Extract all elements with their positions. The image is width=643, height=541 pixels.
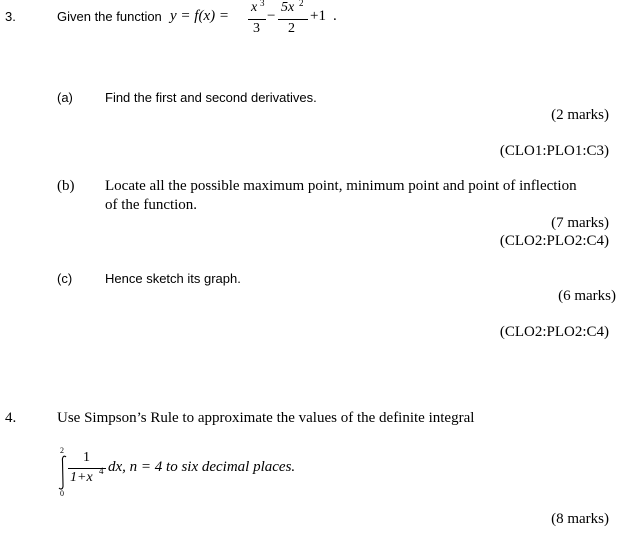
part-c-marks: (6 marks) (558, 288, 616, 304)
integrand-exponent: 4 (99, 466, 104, 476)
part-b-text-line-1: Locate all the possible maximum point, minimum point and point of inflection (105, 178, 577, 194)
fraction-term-1 (248, 2, 266, 40)
part-a-marks: (2 marks) (551, 107, 609, 123)
fraction-bar (248, 19, 266, 20)
part-a-clo: (CLO1:PLO1:C3) (499, 143, 609, 159)
part-b-text-line-2: of the function. (105, 197, 198, 213)
question-4-number: 4. (5, 410, 17, 426)
integrand-fraction (68, 450, 106, 490)
part-a-label: (a) (57, 90, 73, 105)
formula-lhs: y = f(x) = (170, 8, 229, 24)
term-2-numerator: 5x (281, 0, 295, 15)
part-c-label: (c) (57, 271, 73, 286)
question-4-text: Use Simpson’s Rule to approximate the values of the definite integral (57, 410, 475, 426)
integrand-denominator: 1+x (70, 470, 93, 485)
term-1-denominator: 3 (253, 21, 260, 36)
integral-upper-limit: 2 (60, 446, 64, 455)
integral-tail: dx, n = 4 to six decimal places. (108, 459, 296, 475)
formula-period: . (333, 8, 337, 24)
part-b-clo: (CLO2:PLO2:C4) (499, 233, 609, 249)
question-4-marks: (8 marks) (551, 511, 609, 527)
fraction-term-2 (278, 2, 308, 40)
term-1-exponent: 3 (260, 0, 265, 8)
part-b-marks: (7 marks) (551, 215, 609, 231)
part-b-label: (b) (57, 178, 75, 194)
integrand-numerator: 1 (83, 450, 90, 465)
question-3-number: 3. (5, 9, 16, 24)
term-2-exponent: 2 (299, 0, 304, 8)
term-2-denominator: 2 (288, 21, 295, 36)
plus-one: +1 (310, 8, 326, 24)
minus-sign: − (267, 8, 276, 24)
question-3-stem: Given the function (57, 9, 162, 24)
part-c-text: Hence sketch its graph. (105, 271, 241, 286)
part-a-text: Find the first and second derivatives. (105, 90, 317, 105)
part-c-clo: (CLO2:PLO2:C4) (499, 324, 609, 340)
term-1-numerator: x (251, 0, 258, 15)
fraction-bar (278, 19, 308, 20)
integral-lower-limit: 0 (60, 489, 64, 498)
